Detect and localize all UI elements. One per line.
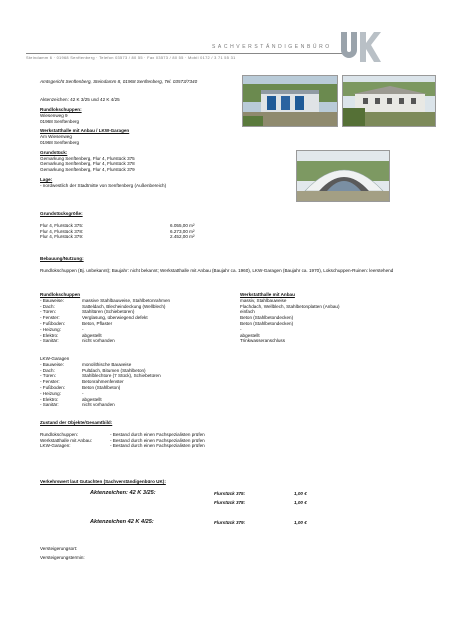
amount: 1,00 € (294, 491, 307, 496)
row-value: Satteldach, Blecheindeckung (Wellblech) (82, 303, 166, 309)
werkstatthalle-table (240, 292, 420, 344)
section-line: Wiesenweg 9 (40, 112, 68, 118)
company-name: SACHVERSTÄNDIGENBÜRO (212, 44, 332, 50)
section-line: - nordwestlich der Stadtmitte von Senftenberg (Außenbereich) (40, 182, 167, 188)
row-key: - Sanitär: (40, 402, 59, 408)
address-sections (40, 107, 230, 189)
section-grundstueck (40, 150, 230, 173)
plot-value: 2.452,00 m² (170, 234, 195, 240)
row-value: - Bestand durch einen Fachspezialisten prüfen (110, 437, 205, 443)
rundlokschuppen-photo (242, 75, 338, 127)
plot-number: Flurstück 379: (214, 520, 246, 525)
plot-value: 6.055,00 m² (170, 222, 195, 228)
values-table (90, 491, 330, 529)
plot-label: Flur 4, Flurstück 375: (40, 222, 84, 228)
amount: 1,00 € (294, 520, 307, 525)
row-value: - Bestand durch einen Fachspezialisten prüfen (110, 431, 205, 437)
row-key: - Dach: (40, 367, 55, 373)
building-heading: Bebauung/Nutzung: (40, 256, 84, 261)
row-value: Pultdach, Bitumen (Stahlbeton) (82, 367, 146, 373)
row-value: Beton, Pflaster (82, 320, 113, 326)
section-heading: Lage: (40, 176, 53, 182)
row-key: - Fenster: (40, 379, 60, 385)
row-key: - Fenster: (40, 315, 60, 321)
section-line: 01968 Senftenberg (40, 118, 80, 124)
section-line: Am Wiesenweg (40, 134, 72, 140)
row-key: - Heizung: (40, 390, 61, 396)
section-heading: Grundstück: (40, 149, 68, 155)
section-heading: Rundlokschuppen: (40, 107, 82, 112)
value-row (90, 520, 330, 529)
table-row (40, 338, 240, 344)
plot-number: Flurstück 378: (214, 500, 246, 505)
case-number: Aktenzeichen: 42 K 3/25: (90, 490, 156, 496)
row-value: abgestellt (82, 396, 102, 402)
row-value: Stahlblechtore (7 Stück), Schiebetüren (82, 373, 161, 379)
condition-section (40, 420, 340, 449)
header (0, 0, 452, 70)
row-value: Beton (Stahlbeton) (82, 384, 121, 390)
section-line: 01968 Senftenberg (40, 139, 80, 145)
amount: 1,00 € (294, 500, 307, 505)
row-key: - Dach: (40, 303, 55, 309)
plot-value: 6.273,00 m² (170, 228, 195, 234)
plot-sizes-heading: Grundstücksgröße: (40, 211, 83, 216)
header-address: Steindamm 6 · 01968 Senftenberg · Telefon 03573 / 80 55 · Fax 03573 / 80 55 · Mobil 0172 / 3 71 55 31 (26, 55, 236, 60)
rundlokschuppen-table (40, 292, 240, 344)
case-number (90, 500, 214, 520)
case-number: Aktenzeichen 42 K 4/25: (90, 519, 154, 525)
section-werkstatthalle (40, 128, 230, 145)
value-row (90, 500, 330, 520)
row-value: nicht vorhanden (82, 338, 115, 344)
table-heading: LKW-Garagen (40, 356, 70, 361)
case-line: Aktenzeichen: 42 K 3/25 und 42 K 4/25 (40, 97, 120, 102)
row-key: - Sanitär: (40, 338, 59, 344)
row-key: - Türen: (40, 373, 56, 379)
row-value: Verglasung, überwiegend defekt (82, 315, 148, 321)
row-value: Trinkwasseranschluss (240, 338, 286, 344)
header-rule (26, 53, 356, 54)
row-value: abgestellt (82, 332, 102, 338)
value-row (90, 491, 330, 500)
row-value: - (82, 326, 84, 332)
plot-label: Flur 4, Flurstück 379: (40, 234, 84, 240)
row-key: LKW-Garagen: (40, 443, 71, 449)
row-value: Beton (Stahlbetondecken) (240, 320, 294, 326)
condition-row (40, 443, 340, 449)
row-value: - (240, 326, 242, 332)
court-line: Amtsgericht Senftenberg, Steindamm 8, 01968 Senftenberg, Tel. 03573/7340 (40, 79, 198, 84)
row-key: - Fußboden: (40, 384, 66, 390)
row-key: - Elektro: (40, 396, 59, 402)
row-key: - Heizung: (40, 326, 61, 332)
table-heading: Werkstatthalle mit Anbau (240, 292, 295, 297)
row-key: - Türen: (40, 309, 56, 315)
value-heading: Verkehrswert laut Gutachten (Sachverständigenbüro UK): (40, 479, 166, 484)
row-value: massive Stahlbauweise, Stahlbetonrahmen (82, 297, 171, 303)
row-key: - Bauweise: (40, 361, 65, 367)
row-value: - (82, 390, 84, 396)
company-logo (338, 30, 384, 64)
row-key: Werkstatthalle mit Anbau: (40, 437, 93, 443)
auction-date: Versteigerungstermin: (40, 555, 85, 560)
condition-heading: Zustand der Objekte/Gesamtbild: (40, 420, 113, 425)
row-value: massiv, Stahlbauweise (240, 297, 287, 303)
row-value: Betonrahmenfenster (82, 379, 124, 385)
section-rundlokschuppen (40, 107, 230, 124)
row-value: - Bestand durch einen Fachspezialisten prüfen (110, 443, 205, 449)
plot-size-row (40, 234, 230, 240)
table-row (40, 402, 240, 408)
section-line: Gemarkung Senftenberg, Flur 4, Flurstück 375 (40, 155, 135, 161)
section-line: Gemarkung Senftenberg, Flur 4, Flurstück 378 (40, 161, 135, 167)
row-value: Stahltüren (Schiebetüren) (82, 309, 135, 315)
row-value: monolithische Bauweise (82, 361, 132, 367)
row-key: - Elektro: (40, 332, 59, 338)
lokschuppen-tor-photo (296, 150, 390, 202)
section-lage (40, 177, 230, 189)
row-key: - Bauweise: (40, 297, 65, 303)
plot-label: Flur 4, Flurstück 378: (40, 228, 84, 234)
auction-location: Versteigerungsort: (40, 546, 78, 551)
section-heading: Werkstatthalle mit Anbau / LKW-Garagen (40, 128, 130, 134)
row-value: einfach (240, 309, 255, 315)
plot-number: Flurstück 375: (214, 491, 246, 496)
table-heading: Rundlokschuppen (40, 292, 81, 297)
row-value: Flachdach, Wellblech, Stahlbetonplatten (Anbau) (240, 303, 340, 309)
row-key: - Fußboden: (40, 320, 66, 326)
plot-sizes (40, 211, 230, 240)
row-value: abgestellt (240, 332, 260, 338)
werkstatthalle-photo (342, 75, 436, 127)
section-line: Gemarkung Senftenberg, Flur 4, Flurstück 379 (40, 167, 135, 173)
row-value: Beton (Stahlbetondecken) (240, 315, 294, 321)
lkw-garagen-table (40, 356, 240, 408)
row-value: nicht vorhanden (82, 402, 115, 408)
row-key: Rundlokschuppen: (40, 431, 79, 437)
building-text: Rundlokschuppen (Bj. unbekannt); Baujahr: nicht bekannt; Werkstatthalle mit Anbau (Baujahr ca. 1960), LKW-Garagen (Baujahr ca. 1970), Lokschuppen-Ruinen: leerstehend (40, 268, 394, 273)
